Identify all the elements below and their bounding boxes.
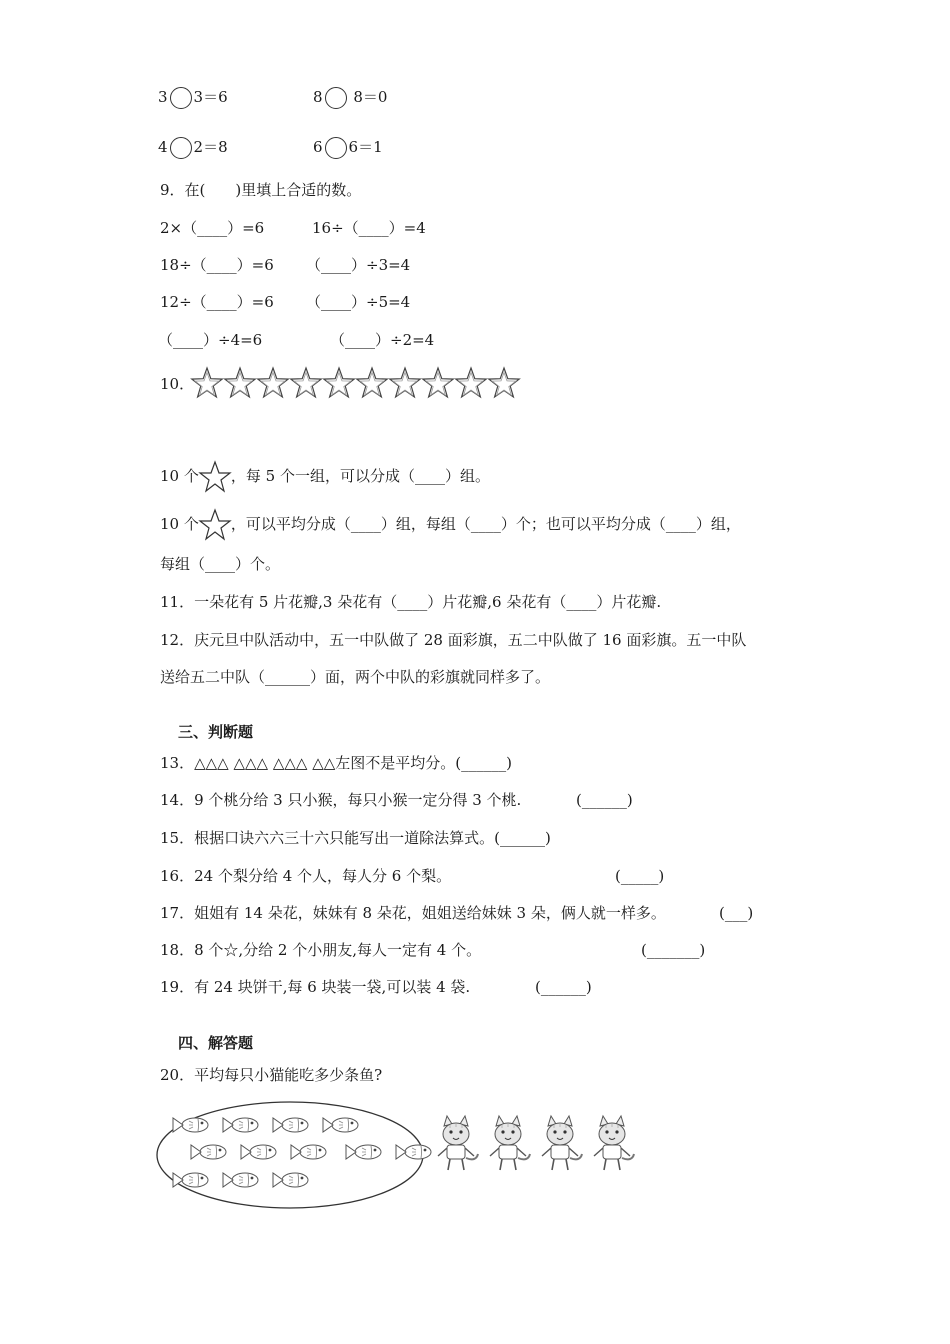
judge-18: 18．8 个☆,分给 2 个小朋友,每人一定有 4 个。 (160, 941, 482, 959)
q10-line2-prefix: 10 个 (160, 515, 199, 533)
star-icon (199, 461, 231, 493)
judge-18-blank[interactable]: (_______) (641, 941, 706, 959)
q8-r1-b-left: 8 (313, 88, 323, 106)
q8-r2-a-left: 4 (158, 138, 168, 156)
judge-13-text: 13．△△△ △△△ △△△ △△左图不是平均分。 (160, 754, 456, 772)
judge-15-blank[interactable]: (______) (494, 829, 551, 847)
section-heading-judge: 三、判断题 (178, 723, 254, 741)
fish-icon (223, 1118, 258, 1132)
q12-line-1: 12．庆元旦中队活动中，五一中队做了 28 面彩旗，五二中队做了 16 面彩旗。五一中队 (160, 631, 747, 649)
q10-label: 10． (160, 375, 195, 393)
q8-r1-a-left: 3 (158, 88, 168, 106)
fish-icon (173, 1118, 208, 1132)
operator-circle[interactable] (325, 87, 347, 109)
q10-line1-prefix: 10 个 (160, 467, 199, 485)
star-icon (291, 368, 321, 397)
fish-icon (273, 1118, 308, 1132)
q9-r2-b[interactable]: （____）÷3=4 (306, 256, 411, 274)
judge-17-blank[interactable]: (___) (719, 904, 754, 922)
q9-r3-a[interactable]: 12÷（____）=6 (160, 293, 274, 311)
judge-19-blank[interactable]: (______) (535, 978, 592, 996)
fish-icon (346, 1145, 381, 1159)
q8-r2-b-right: 6＝1 (348, 138, 383, 156)
star-icon (489, 368, 519, 397)
operator-circle[interactable] (170, 137, 192, 159)
fish-icon (241, 1145, 276, 1159)
fish-ellipse (155, 1100, 425, 1210)
q8-r2-b-left: 6 (313, 138, 323, 156)
cat-icon (438, 1116, 478, 1170)
q9-title: 9．在( )里填上合适的数。 (160, 181, 362, 199)
fish-icon (223, 1173, 258, 1187)
fish-icon (191, 1145, 226, 1159)
fish-icon (173, 1173, 208, 1187)
star-icon (390, 368, 420, 397)
judge-16-blank[interactable]: (_____) (615, 867, 665, 885)
star-icon (357, 368, 387, 397)
judge-16: 16．24 个梨分给 4 个人，每人分 6 个梨。 (160, 867, 452, 885)
section-heading-answer: 四、解答题 (178, 1034, 254, 1052)
cats-group (428, 1118, 648, 1182)
fish-icon (323, 1118, 358, 1132)
q8-row-2 (158, 137, 228, 159)
q9-r3-b[interactable]: （____）÷5=4 (306, 293, 411, 311)
q9-r2-a[interactable]: 18÷（____）=6 (160, 256, 274, 274)
fish-icon (273, 1173, 308, 1187)
q20: 20．平均每只小猫能吃多少条鱼? (160, 1066, 383, 1084)
judge-15-text: 15．根据口诀六六三十六只能写出一道除法算式。 (160, 829, 495, 847)
cat-icon (490, 1116, 530, 1170)
q8-r2-a-right: 2＝8 (193, 138, 228, 156)
star-icon (225, 368, 255, 397)
star-icon (456, 368, 486, 397)
q8-row-1-b (313, 87, 387, 109)
q10-line2-suffix: ，可以平均分成（____）组，每组（____）个；也可以平均分成（____）组， (230, 515, 741, 533)
operator-circle[interactable] (325, 137, 347, 159)
star-icon (258, 368, 288, 397)
judge-13-blank[interactable]: (______) (455, 754, 513, 772)
judge-17: 17．姐姐有 14 朵花，妹妹有 8 朵花，姐姐送给妹妹 3 朵，俩人就一样多。 (160, 904, 666, 922)
judge-15 (160, 828, 551, 848)
star-icon (192, 368, 222, 397)
q9-r1-a[interactable]: 2×（____）=6 (160, 219, 265, 237)
judge-14-blank[interactable]: (______) (576, 791, 633, 809)
fish-icon (291, 1145, 326, 1159)
star-icon (324, 368, 354, 397)
star-icon (423, 368, 453, 397)
q12-line-2: 送给五二中队（______）面，两个中队的彩旗就同样多了。 (160, 668, 551, 686)
fish-icon (396, 1145, 431, 1159)
judge-13 (160, 753, 512, 773)
cat-icon (594, 1116, 634, 1170)
q10-line1-suffix: ，每 5 个一组，可以分成（____）组。 (230, 467, 490, 485)
judge-14 (160, 790, 521, 810)
q10-line-1 (160, 461, 490, 493)
star-icon (199, 509, 231, 541)
q10-line-3: 每组（____）个。 (160, 555, 281, 573)
q9-r1-b[interactable]: 16÷（____）=4 (312, 219, 426, 237)
q8-row-2-b (313, 137, 383, 159)
q11: 11．一朵花有 5 片花瓣,3 朵花有（____）片花瓣,6 朵花有（____）片花瓣. (160, 593, 662, 611)
q9-r4-b[interactable]: （____）÷2=4 (330, 331, 435, 349)
q9-r4-a[interactable]: （____）÷4=6 (158, 331, 263, 349)
q8-r1-a-right: 3＝6 (193, 88, 228, 106)
operator-circle[interactable] (170, 87, 192, 109)
q8-row-1 (158, 87, 228, 109)
star-row (190, 364, 540, 404)
q10-line-2 (160, 509, 741, 541)
judge-19: 19．有 24 块饼干,每 6 块装一袋,可以装 4 袋. (160, 978, 471, 996)
q8-r1-b-right: 8＝0 (353, 88, 388, 106)
cat-icon (542, 1116, 582, 1170)
judge-14-text: 14．9 个桃分给 3 只小猴，每只小猴一定分得 3 个桃. (160, 791, 522, 809)
